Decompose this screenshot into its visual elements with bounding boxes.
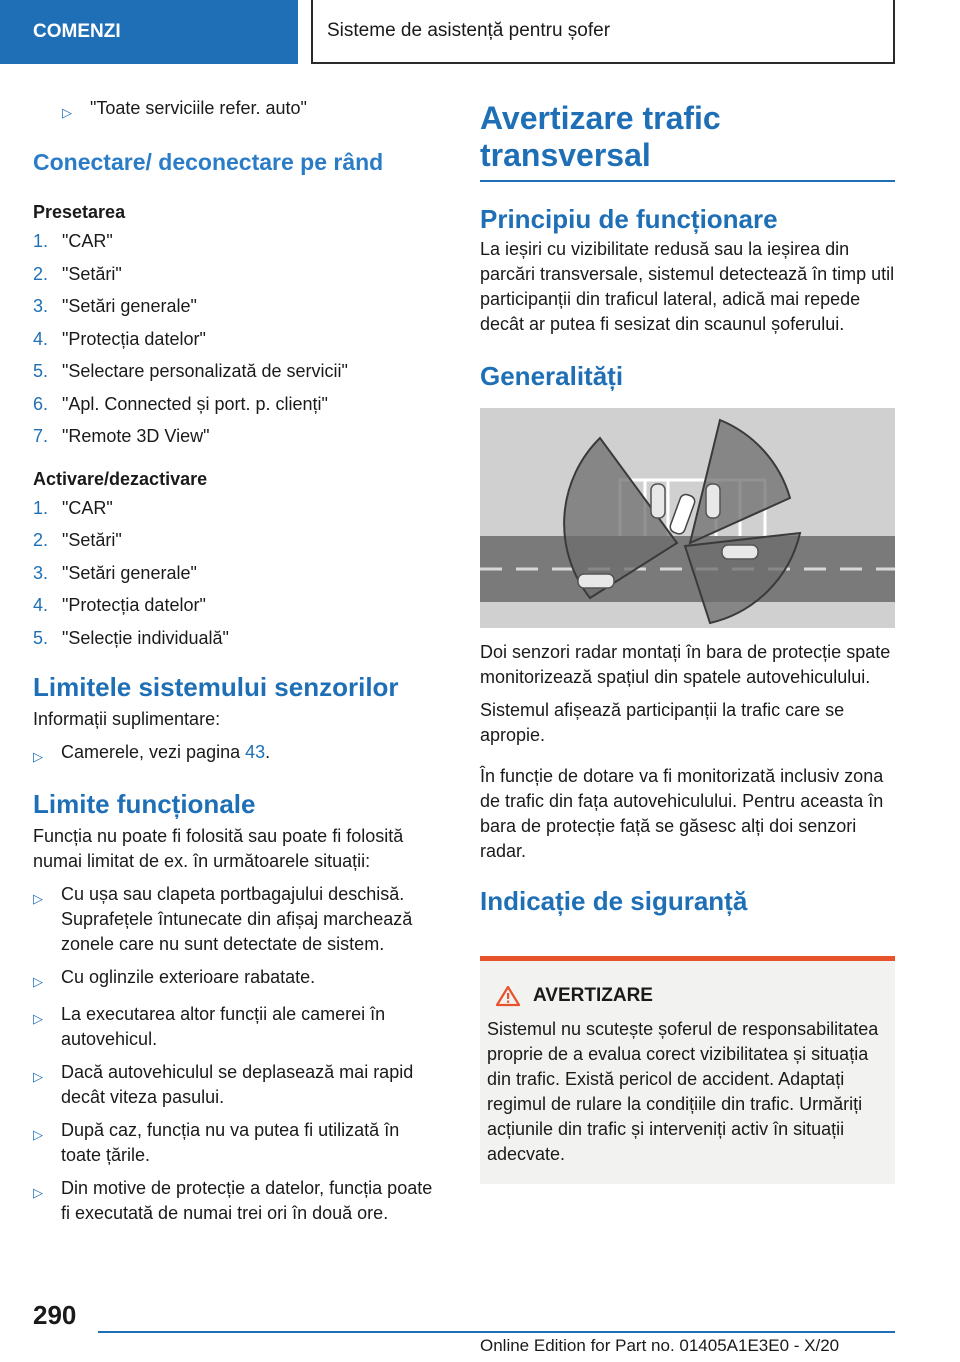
step-item: 2. "Setări"	[33, 530, 122, 550]
chapter-title: Sisteme de asistență pentru șofer	[327, 20, 611, 41]
step-item: 1. "CAR"	[33, 497, 113, 518]
triangle-bullet-icon: ▷	[33, 891, 43, 906]
page-number: 290	[33, 1300, 77, 1330]
step-item: 6. "Apl. Connected și port. p. clienți"	[33, 393, 328, 414]
subheading-preset: Presetarea	[33, 202, 126, 222]
chapter-header	[311, 0, 895, 64]
step-item: 3. "Setări generale"	[33, 296, 197, 316]
section-tab	[0, 0, 298, 64]
preset-steps	[33, 225, 433, 453]
warning-title: AVERTIZARE	[533, 985, 653, 1006]
para-front: În funcție de dotare va fi monitorizată inclusiv zona de trafic din fața autovehiculului. Pentru aceasta în bara de protecție față se găsesc alți doi senzori radar.	[480, 766, 884, 861]
step-item: 5. "Selecție individuală"	[33, 627, 229, 648]
list-item: ▷ Dacă autovehiculul se deplasează mai rapid decât viteza pasului.	[33, 1060, 433, 1110]
right-column	[480, 100, 895, 917]
func-intro: Funcția nu poate fi folosită sau poate fi folosită numai limitat de ex. în următoarele situații:	[33, 826, 404, 871]
heading-general: Generalități	[480, 361, 624, 391]
left-column	[33, 96, 433, 1226]
para-sensors: Doi senzori radar montați în bara de protecție spate monitorizează spațiul din spatele autovehiculului.	[480, 642, 891, 687]
section-title: COMENZI	[33, 21, 121, 42]
list-item: ▷ După caz, funcția nu va putea fi utilizată în toate țările.	[33, 1118, 433, 1168]
heading-func-limits: Limite funcționale	[33, 789, 256, 819]
list-item: ▷ Cu oglinzile exterioare rabatate.	[33, 965, 433, 994]
warning-triangle-icon	[495, 985, 521, 1007]
triangle-bullet-icon: ▷	[33, 1127, 43, 1142]
heading-safety: Indicație de siguranță	[480, 886, 748, 916]
list-item: ▷ Cu ușa sau clapeta portbagajului deschisă. Suprafețele întunecate din afișaj marchează zonele care nu sunt detectate de sistem.	[33, 882, 433, 957]
subheading-activation: Activare/dezactivare	[33, 468, 208, 489]
heading-sensor-limits: Limitele sistemului senzorilor	[33, 672, 399, 702]
heading-connect: Conectare/ deconectare pe rând	[33, 149, 384, 175]
footer-rule	[98, 1331, 895, 1333]
triangle-bullet-icon: ▷	[33, 1069, 43, 1084]
triangle-bullet-icon: ▷	[33, 1011, 43, 1026]
principle-text: La ieșiri cu vizibilitate redusă sau la ieșirea din parcări transversale, sistemul detectează în timp util participanții din traficul lateral, adică mai repede decât ar putea fi sesizat din scaunul șoferului.	[480, 239, 895, 334]
triangle-bullet-icon: ▷	[33, 974, 43, 989]
step-item: 4. "Protecția datelor"	[33, 595, 206, 615]
info-label: Informații suplimentare:	[33, 709, 221, 729]
triangle-bullet-icon: ▷	[33, 1185, 43, 1200]
step-item: 2. "Setări"	[33, 263, 122, 284]
list-item: ▷ Din motive de protecție a datelor, funcția poate fi executată de numai trei ori în două ore.	[33, 1176, 433, 1226]
page-title: Avertizare trafic transversal	[480, 100, 895, 182]
activation-steps	[33, 492, 433, 655]
para-display: Sistemul afișează participanții la trafic care se apropie.	[480, 700, 845, 745]
warning-text: Sistemul nu scutește șoferul de responsabilitatea proprie de a evalua corect vizibilitatea și situația din trafic. Există pericol de accident. Adaptați regimul de rulare la condițiile din trafic. Urmăriți acțiunile din trafic și interveniți activ în situații adecvate.	[487, 1019, 879, 1164]
list-item: ▷ La executarea altor funcții ale camerei în autovehicul.	[33, 1002, 433, 1052]
warning-box	[480, 956, 895, 1184]
step-item: 5. "Selectare personalizată de servicii"	[33, 361, 348, 381]
edition-info: Online Edition for Part no. 01405A1E3E0 - X/20	[480, 1336, 840, 1355]
triangle-bullet-icon: ▷	[33, 749, 43, 764]
func-list	[33, 882, 433, 1226]
list-item: ▷ Camerele, vezi pagina 43.	[33, 740, 433, 769]
warning-header	[487, 985, 887, 1007]
radar-diagram	[480, 408, 895, 628]
triangle-bullet-icon: ▷	[62, 105, 72, 120]
step-item: 3. "Setări generale"	[33, 562, 197, 583]
step-item: 4. "Protecția datelor"	[33, 328, 206, 349]
heading-principle: Principiu de funcționare	[480, 204, 778, 234]
step-item: 7. "Remote 3D View"	[33, 426, 210, 446]
step-item: 1. "CAR"	[33, 231, 113, 251]
page-link[interactable]: 43	[245, 742, 266, 762]
list-item: ▷ "Toate serviciile refer. auto"	[33, 96, 433, 125]
